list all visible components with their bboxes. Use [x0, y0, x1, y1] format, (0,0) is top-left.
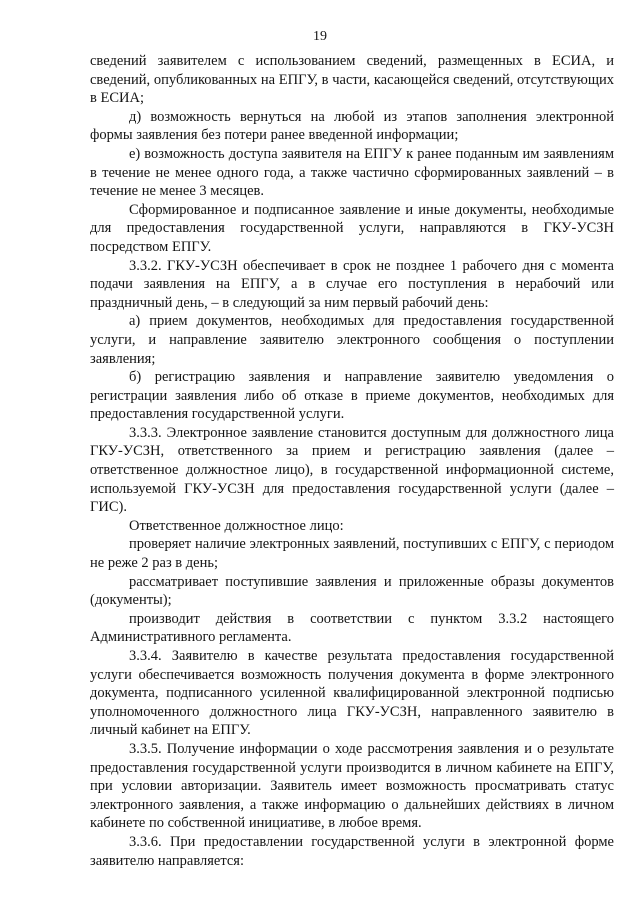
paragraph-esia-continuation: сведений заявителем с использованием сведений, размещенных в ЕСИА, и сведений, опубликованных на ЕПГУ, в части, касающейся сведений, отсутствующих в ЕСИА; [90, 53, 614, 107]
paragraph-item-a-document-intake: а) прием документов, необходимых для предоставления государственной услуги, и направление заявителю электронного сообщения о поступлении заявления; [90, 313, 614, 367]
page-number: 19 [313, 29, 327, 44]
paragraph-3-3-3: 3.3.3. Электронное заявление становится доступным для должностного лица ГКУ-УСЗН, ответственного за прием и регистрацию заявления (далее – ответственное должностное лицо), в государственной информационной системе, используемой ГКУ-УСЗН для предоставления государственной услуги (далее – ГИС). [90, 424, 614, 516]
paragraph-item-b-registration: б) регистрацию заявления и направление заявителю уведомления о регистрации заявления либо об отказе в приеме документов, необходимых для предоставления государственной услуги. [90, 369, 614, 423]
paragraph-formed-application: Сформированное и подписанное заявление и иные документы, необходимые для предоставления государственной услуги, направляются в ГКУ-УСЗН посредством ЕПГУ. [90, 201, 614, 255]
paragraph-checks-applications: проверяет наличие электронных заявлений, поступивших с ЕПГУ, с периодом не реже 2 раз в день; [90, 536, 614, 572]
paragraph-3-3-6: 3.3.6. При предоставлении государственной услуги в электронной форме заявителю направляется: [90, 833, 614, 869]
document-body [90, 52, 614, 870]
paragraph-reviews-applications: рассматривает поступившие заявления и приложенные образы документов (документы); [90, 573, 614, 609]
paragraph-3-3-2: 3.3.2. ГКУ-УСЗН обеспечивает в срок не позднее 1 рабочего дня с момента подачи заявления на ЕПГУ, а в случае его поступления в нерабочий или праздничный день, – в следующий за ним первый рабочий день: [90, 257, 614, 311]
paragraph-3-3-5: 3.3.5. Получение информации о ходе рассмотрения заявления и о результате предоставления государственной услуги производится в личном кабинете на ЕПГУ, при условии авторизации. Заявитель имеет возможность просматривать статус электронного заявления, а также информацию о дальнейших действиях в личном кабинете по собственной инициативе, в любое время. [90, 740, 614, 832]
paragraph-responsible-official: Ответственное должностное лицо: [129, 517, 344, 534]
paragraph-performs-actions: производит действия в соответствии с пунктом 3.3.2 настоящего Административного регламента. [90, 610, 614, 646]
paragraph-item-d-return-to-step: д) возможность вернуться на любой из этапов заполнения электронной формы заявления без потери ранее введенной информации; [90, 108, 614, 144]
paragraph-3-3-4: 3.3.4. Заявителю в качестве результата предоставления государственной услуги обеспечивается возможность получения документа в форме электронного документа, подписанного усиленной квалифицированной электронной подписью уполномоченного должностного лица ГКУ-УСЗН, направленного заявителю в личный кабинет на ЕПГУ. [90, 648, 614, 739]
paragraph-item-e-access-to-applications: е) возможность доступа заявителя на ЕПГУ к ранее поданным им заявлениям в течение не менее одного года, а также частично сформированных заявлений – в течение не менее 3 месяцев. [90, 145, 614, 200]
